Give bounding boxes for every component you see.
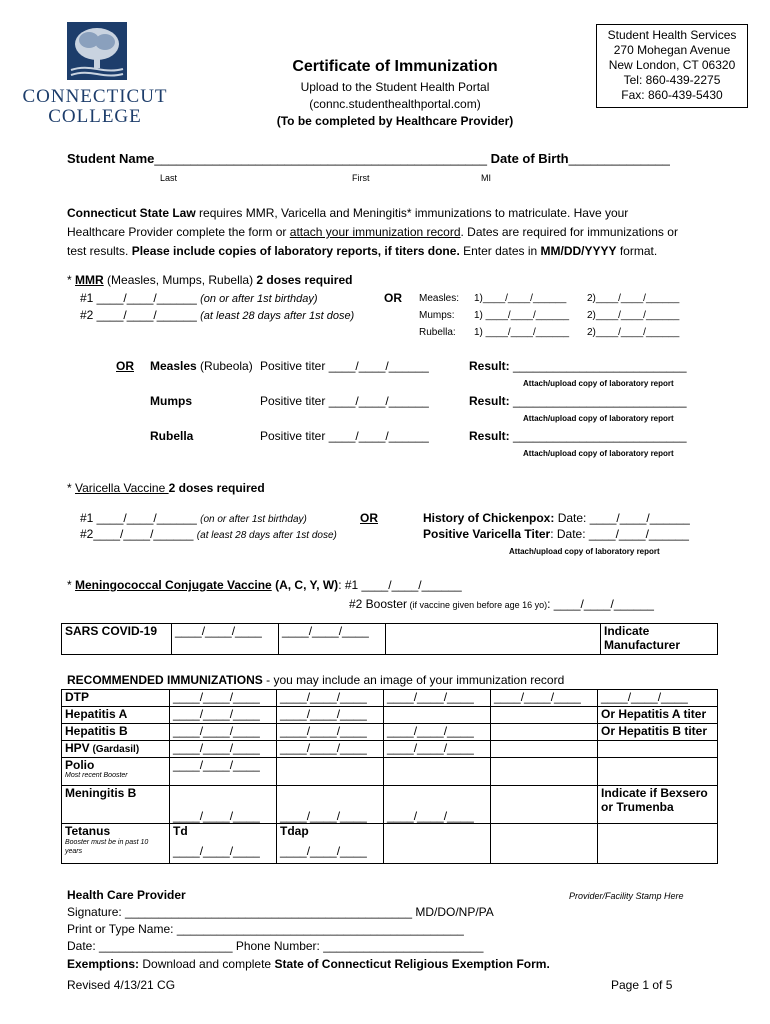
date-cell[interactable]: [598, 741, 718, 758]
exemption-label: Exemptions:: [67, 957, 140, 971]
row-name-text: HPV: [65, 741, 90, 755]
row-name: [62, 824, 170, 864]
lab-note: Attach/upload copy of laboratory report: [523, 414, 674, 423]
titer-name-mumps: Mumps: [150, 394, 192, 408]
date-cell[interactable]: ____/____/____: [170, 741, 277, 758]
varicella-dose2[interactable]: [80, 527, 337, 541]
contact-line: Student Health Services: [607, 28, 737, 42]
student-name-label: Student Name: [67, 151, 155, 166]
recommended-title: RECOMMENDED IMMUNIZATIONS: [67, 673, 263, 687]
covid-dose3[interactable]: [386, 624, 601, 655]
contact-line: 270 Mohegan Avenue: [613, 43, 731, 57]
covid-dose1[interactable]: ____/____/____: [172, 624, 279, 655]
result-field[interactable]: __________________________: [509, 429, 687, 443]
date-cell[interactable]: [384, 707, 491, 724]
result-label: Result:: [469, 394, 510, 408]
date-cell[interactable]: [491, 741, 598, 758]
mmr-dose1-field[interactable]: #1 ____/____/______: [80, 291, 197, 305]
varicella-label: Varicella Vaccine: [75, 481, 169, 495]
table-row: [62, 824, 718, 864]
header-line1: Upload to the Student Health Portal: [300, 80, 490, 94]
dob-field[interactable]: ______________: [568, 151, 670, 166]
covid-table: [61, 623, 718, 655]
date-cell[interactable]: ____/____/____: [384, 741, 491, 758]
varicella-req: 2 doses required: [168, 481, 265, 495]
date-cell[interactable]: ____/____/____: [277, 707, 384, 724]
provider-title: Health Care Provider: [67, 888, 186, 902]
row-name-sub: (Gardasil): [89, 744, 140, 755]
date-cell[interactable]: ____/____/____: [170, 758, 277, 786]
date-cell[interactable]: ____/____/____: [384, 690, 491, 707]
law-text: . Dates are required for immunizations or: [460, 225, 678, 239]
mmr-heading: [67, 273, 352, 287]
mi-label: MI: [481, 173, 491, 183]
logo-text-line2: COLLEGE: [48, 106, 142, 127]
law-line2: [67, 225, 678, 239]
date-cell[interactable]: ____/____/____: [491, 690, 598, 707]
chickenpox-label: History of Chickenpox:: [423, 511, 555, 525]
alt-label-rubella: Rubella:: [419, 327, 456, 338]
required-star: *: [67, 481, 76, 495]
varicella-dose2-field[interactable]: #2____/____/______: [80, 527, 194, 541]
alt-measles-d1[interactable]: 1)____/____/______: [474, 293, 567, 304]
mening-booster[interactable]: [349, 597, 654, 611]
covid-label: SARS COVID-19: [62, 624, 172, 655]
law-bold: Connecticut State Law: [67, 206, 196, 220]
mening-heading[interactable]: [67, 578, 462, 592]
date-cell[interactable]: ____/____/____: [170, 690, 277, 707]
law-text: Enter dates in: [459, 244, 541, 258]
date-cell[interactable]: ____/____/____: [170, 786, 277, 824]
mmr-or: OR: [384, 291, 402, 305]
law-text: test results.: [67, 244, 132, 258]
law-text: requires MMR, Varicella and Meningitis* immunizations to matriculate. Have your: [195, 206, 629, 220]
alt-label-measles: Measles:: [419, 293, 460, 304]
recommended-subtitle: - you may include an image of your immunization record: [262, 673, 565, 687]
mmr-dose1[interactable]: [80, 291, 318, 305]
td-label: Td: [173, 824, 188, 838]
date-value[interactable]: ____/____/____: [280, 844, 367, 858]
date-cell[interactable]: [491, 758, 598, 786]
titer-name: Measles: [150, 359, 197, 373]
print-name-field[interactable]: Print or Type Name: ___________________________________________: [67, 922, 464, 936]
chickenpox-date[interactable]: Date: ____/____/______: [554, 511, 690, 525]
row-note: Most recent Booster: [65, 772, 128, 779]
table-row: [62, 758, 718, 786]
student-name-row: [67, 151, 670, 166]
required-star: *: [67, 273, 76, 287]
contact-line: Fax: 860-439-5430: [621, 88, 723, 102]
date-cell[interactable]: ____/____/____: [598, 690, 718, 707]
result-field[interactable]: __________________________: [509, 359, 687, 373]
row-name: Meningitis B: [62, 786, 170, 824]
mmr-dose2-field[interactable]: #2 ____/____/______: [80, 308, 197, 322]
student-name-field[interactable]: ______________________________________________: [154, 151, 487, 166]
titer-sub: (Rubeola): [196, 359, 253, 373]
date-cell[interactable]: [598, 758, 718, 786]
booster-note: (if vaccine given before age 16 yo): [407, 600, 548, 610]
covid-row: [62, 624, 718, 655]
result-label: Result:: [469, 359, 510, 373]
date-cell[interactable]: ____/____/____: [170, 707, 277, 724]
law-line1: [67, 206, 628, 220]
contact-line: New London, CT 06320: [608, 58, 736, 72]
date-cell[interactable]: [384, 824, 491, 864]
mening-types: (A, C, Y, W): [271, 578, 339, 592]
document-title: Certificate of Immunization: [292, 58, 498, 75]
law-underline: attach your immunization record: [289, 225, 461, 239]
mmr-label: MMR: [75, 273, 104, 287]
mening-dose1[interactable]: : #1 ____/____/______: [338, 578, 462, 592]
td-cell[interactable]: [170, 824, 277, 864]
titer-or: OR: [116, 359, 134, 373]
row-name: DTP: [62, 690, 170, 707]
titer-cell[interactable]: Or Hepatitis A titer: [598, 707, 718, 724]
booster-date[interactable]: : ____/____/______: [547, 597, 654, 611]
date-cell[interactable]: ____/____/____: [277, 786, 384, 824]
table-row: [62, 741, 718, 758]
result-measles[interactable]: [469, 359, 687, 373]
date-cell[interactable]: [598, 824, 718, 864]
varicella-titer-date[interactable]: : Date: ____/____/______: [550, 527, 689, 541]
law-text: Healthcare Provider complete the form or: [67, 225, 290, 239]
alt-rubella-d1[interactable]: 1) ____/____/______: [474, 327, 570, 338]
table-row: [62, 724, 718, 741]
covid-manufacturer[interactable]: Indicate Manufacturer: [601, 624, 718, 655]
date-cell[interactable]: [491, 707, 598, 724]
page-number: Page 1 of 5: [611, 978, 673, 992]
varicella-titer-label: Positive Varicella Titer: [423, 527, 551, 541]
titer-cell[interactable]: Or Hepatitis B titer: [598, 724, 718, 741]
row-name: [62, 758, 170, 786]
chickenpox-history[interactable]: [423, 511, 690, 525]
contact-line: Tel: 860-439-2275: [623, 73, 721, 87]
mmr-dose1-note: (on or after 1st birthday): [200, 293, 318, 305]
date-phone-field[interactable]: Date: ____________________ Phone Number: ________________________: [67, 939, 484, 953]
last-label: Last: [160, 173, 178, 183]
date-cell[interactable]: ____/____/____: [170, 724, 277, 741]
date-value[interactable]: ____/____/____: [173, 844, 260, 858]
mmr-desc: (Measles, Mumps, Rubella): [103, 273, 257, 287]
required-star: *: [67, 578, 76, 592]
result-rubella[interactable]: [469, 429, 687, 443]
varicella-dose1-note: (on or after 1st birthday): [200, 514, 307, 525]
alt-label-mumps: Mumps:: [419, 310, 455, 321]
lab-note: Attach/upload copy of laboratory report: [509, 547, 660, 556]
row-name: Hepatitis A: [62, 707, 170, 724]
mmr-req: 2 doses required: [256, 273, 353, 287]
row-name: [62, 741, 170, 758]
date-cell[interactable]: [491, 786, 598, 824]
varicella-dose1-field[interactable]: #1 ____/____/______: [80, 511, 197, 525]
result-field[interactable]: __________________________: [509, 394, 687, 408]
covid-dose2[interactable]: ____/____/____: [279, 624, 386, 655]
revised-date: Revised 4/13/21 CG: [67, 978, 176, 992]
mening-label: Meningococcal Conjugate Vaccine: [75, 578, 272, 592]
exemption-form-name: State of Connecticut Religious Exemption Form.: [274, 957, 550, 971]
table-row: [62, 786, 718, 824]
row-name: Hepatitis B: [62, 724, 170, 741]
date-cell[interactable]: ____/____/____: [277, 741, 384, 758]
alt-mumps-d1[interactable]: 1) ____/____/______: [474, 310, 570, 321]
law-bold: MM/DD/YYYY: [540, 244, 617, 258]
law-text: format.: [616, 244, 658, 258]
alt-measles-d2[interactable]: 2)____/____/______: [587, 293, 680, 304]
row-name-text: Polio: [65, 758, 95, 772]
row-name-text: Tetanus: [65, 824, 111, 838]
lab-note: Attach/upload copy of laboratory report: [523, 379, 674, 388]
date-cell[interactable]: [491, 724, 598, 741]
varicella-heading: [67, 481, 265, 495]
first-label: First: [352, 173, 370, 183]
result-mumps[interactable]: [469, 394, 687, 408]
contact-box: [596, 24, 748, 108]
brand-cell[interactable]: Indicate if Bexsero or Trumenba: [598, 786, 718, 824]
date-cell[interactable]: [384, 758, 491, 786]
date-cell[interactable]: ____/____/____: [277, 724, 384, 741]
exemption-text: Download and complete: [139, 957, 275, 971]
signature-field[interactable]: Signature: ___________________________________________ MD/DO/NP/PA: [67, 905, 494, 919]
mmr-dose2-note: (at least 28 days after 1st dose): [200, 310, 355, 322]
date-cell[interactable]: [277, 758, 384, 786]
varicella-or: OR: [360, 511, 378, 525]
logo-text-line1: CONNECTICUT: [22, 86, 168, 107]
law-bold: Please include copies of laboratory reports, if titers done.: [131, 244, 460, 258]
table-row: [62, 707, 718, 724]
tdap-cell[interactable]: [277, 824, 384, 864]
row-note: Booster must be in past 10 years: [65, 839, 149, 855]
law-line3: [67, 244, 657, 258]
varicella-titer[interactable]: [423, 527, 689, 541]
stamp-label: Provider/Facility Stamp Here: [569, 891, 684, 901]
date-cell[interactable]: [491, 824, 598, 864]
alt-rubella-d2[interactable]: 2)____/____/______: [587, 327, 680, 338]
recommended-heading: [67, 673, 564, 687]
lab-note: Attach/upload copy of laboratory report: [523, 449, 674, 458]
date-cell[interactable]: ____/____/____: [384, 724, 491, 741]
date-cell[interactable]: ____/____/____: [277, 690, 384, 707]
titer-name-rubella: Rubella: [150, 429, 194, 443]
booster-label: #2 Booster: [349, 597, 408, 611]
varicella-dose2-note: (at least 28 days after 1st dose): [196, 530, 337, 541]
dob-label: Date of Birth: [490, 151, 569, 166]
titer-name-measles: [150, 359, 253, 373]
tdap-label: Tdap: [280, 824, 309, 838]
mmr-dose2[interactable]: [80, 308, 354, 322]
recommended-table: [61, 689, 718, 864]
result-label: Result:: [469, 429, 510, 443]
titer-field-mumps[interactable]: Positive titer ____/____/______: [260, 394, 429, 408]
alt-mumps-d2[interactable]: 2)____/____/______: [587, 310, 680, 321]
varicella-dose1[interactable]: [80, 511, 307, 525]
titer-field-rubella[interactable]: Positive titer ____/____/______: [260, 429, 429, 443]
titer-field-measles[interactable]: Positive titer ____/____/______: [260, 359, 429, 373]
header-line2: (connc.studenthealthportal.com): [309, 97, 481, 111]
date-cell[interactable]: ____/____/____: [384, 786, 491, 824]
header-line3: (To be completed by Healthcare Provider): [276, 114, 514, 128]
table-row: [62, 690, 718, 707]
exemption-line: [67, 957, 550, 971]
